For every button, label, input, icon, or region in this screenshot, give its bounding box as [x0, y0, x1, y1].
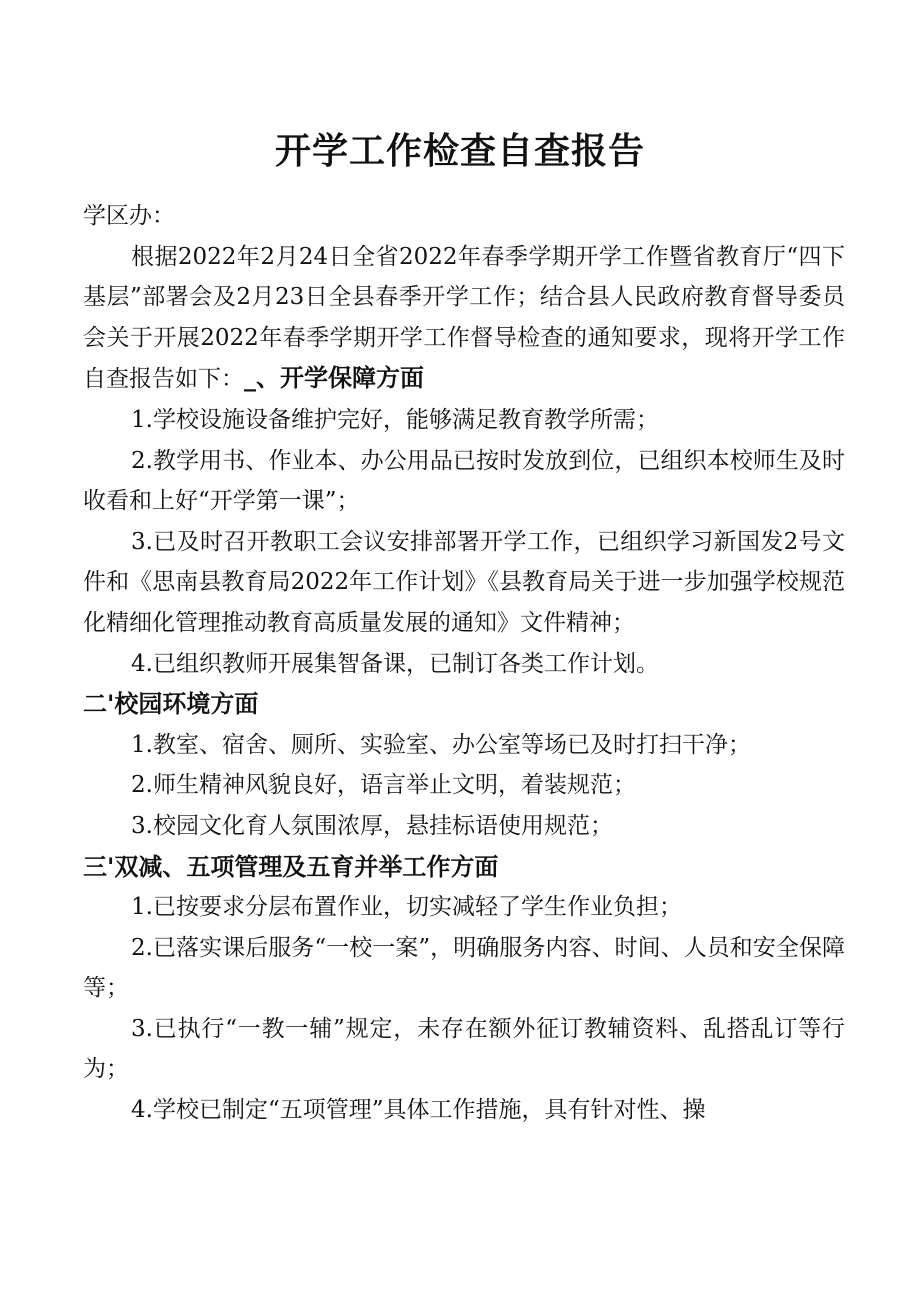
section1-item-3: 3.已及时召开教职工会议安排部署开学工作，已组织学习新国发2号文件和《思南县教育局2022年工作计划》《县教育局关于进一步加强学校规范化精细化管理推动教育高质量发展的通知》文件精神； [83, 528, 845, 636]
section-heading-2: 二'校园环境方面 [83, 690, 259, 719]
section1-item-2: 2.教学用书、作业本、办公用品已按时发放到位，已组织本校师生及时收看和上好“开学第一课”； [83, 447, 845, 515]
document-body [83, 196, 845, 1131]
section2-item-1: 1.教室、宿舍、厕所、实验室、办公室等场已及时打扫干净； [131, 731, 751, 758]
section3-item-2: 2.已落实课后服务“一校一案”，明确服务内容、时间、人员和安全保障等； [83, 934, 845, 1002]
section-heading-1: _、开学保障方面 [244, 364, 424, 393]
section-heading-3: 三'双减、五项管理及五育并举工作方面 [83, 852, 499, 881]
section1-item-1: 1.学校设施设备维护完好，能够满足教育教学所需； [131, 406, 659, 433]
section2-item-3: 3.校园文化育人氛围浓厚，悬挂标语使用规范； [131, 812, 613, 839]
intro-text: 根据2022年2月24日全省2022年春季学期开学工作暨省教育厅“四下基层”部署会及2月23日全县春季开学工作；结合县人民政府教育督导委员会关于开展2022年春季学期开学工作督导检查的通知要求，现将开学工作自查报告如下： [83, 243, 845, 393]
section1-item-4: 4.已组织教师开展集智备课，已制订各类工作计划。 [131, 650, 659, 677]
intro-paragraph [83, 237, 845, 400]
section3-item-1: 1.已按要求分层布置作业，切实减轻了学生作业负担； [131, 894, 682, 921]
section3-item-4: 4.学校已制定“五项管理”具体工作措施，具有针对性、操 [131, 1097, 706, 1124]
document-title: 开学工作检查自查报告 [274, 131, 645, 172]
section2-item-2: 2.师生精神风貌良好，语言举止文明，着装规范； [131, 772, 636, 799]
salutation: 学区办： [83, 203, 175, 229]
section3-item-3: 3.已执行“一教一辅”规定，未存在额外征订教辅资料、乱搭乱订等行为； [83, 1015, 845, 1083]
